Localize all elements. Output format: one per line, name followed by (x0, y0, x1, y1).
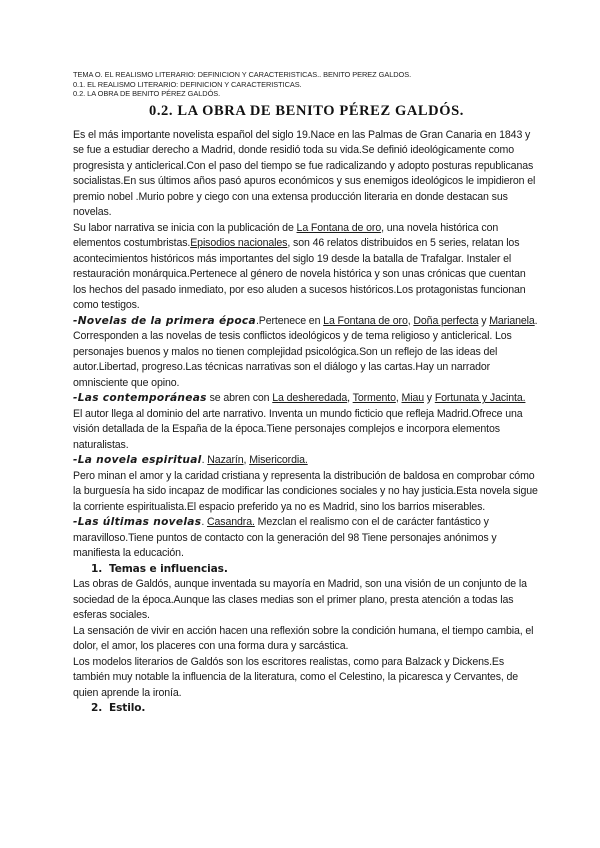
breadcrumb-line: 0.1. EL REALISMO LITERARIO: DEFINICION Y CARACTERISTICAS. (73, 79, 302, 89)
work-title: Doña perfecta (413, 314, 479, 327)
primera-epoca-line (73, 314, 540, 330)
work-title: La Fontana de oro (296, 221, 382, 234)
text-run: , (243, 454, 250, 467)
text-run: y (478, 314, 490, 327)
text-run: . (534, 314, 538, 327)
text-run: , son 46 relatos distribuidos en 5 series, relatan los acontecimientos históricos más importantes del siglo 19 desde la batalla de Trafalgar. Instaler el restauración monárquica.Pertenece al género de novela histórica y son unas crónicas que cuentan los hechos del pasado inmediato, por eso aluden a sucesos históricos.Los protagonistas funcionan como testigos. (73, 237, 526, 312)
work-title: Fortunata y Jacinta. (434, 392, 526, 405)
work-title: Miau (401, 392, 424, 405)
text-run: , (407, 314, 414, 327)
espiritual-description: Pero minan el amor y la caridad cristiana y representa la distribución de baldosa en comprobar cómo la burguesía ha sido incapaz de modificar las condiciones sociales y no hay justicia.Esta novela sigue la corriente espiritualista.El espacio preferido ya no es Madrid, sino los barrios miserables. (73, 469, 538, 513)
heading-number: 2. (91, 702, 103, 715)
espiritual-line (73, 453, 540, 469)
temas-paragraph: Los modelos literarios de Galdós son los escritores realistas, como para Balzack y Dickens.Es también muy notable la influencia de la literatura, como el Celestino, la picaresca y Cervantes, de quien aprende la ironía. (73, 655, 519, 699)
text-run: Mezclan el realismo con el de carácter fantástico y maravilloso.Tiene puntos de contacto con la generación del 98 Tiene personajes anónimos y manifiesta la educación. (73, 516, 497, 560)
heading-number: 1. (91, 562, 103, 575)
section-heading: -La novela espiritual (73, 454, 202, 467)
text-run: .Pertenece en (255, 314, 324, 327)
work-title: Nazarín (207, 454, 244, 467)
numbered-heading (73, 562, 540, 578)
primera-epoca-description: Corresponden a las novelas de tesis conflictos ideológicos y de tema religioso y anticlerical. Los personajes buenos y malos no tienen complejidad psicológica.Son un reflejo de las ideas del autor.Libertad, progreso.Las técnicas narrativas son el diálogo y las cartas.Hay un narrador omnisciente que opino. (73, 330, 512, 389)
work-title: Tormento (352, 392, 396, 405)
section-heading: -Las contemporáneas (73, 392, 207, 405)
heading-label: Estilo. (109, 702, 146, 715)
temas-paragraph: La sensación de vivir en acción hacen una reflexión sobre la condición humana, el tiempo cambia, el dolor, el amor, los placeres con una forma dura y sarcástica. (73, 624, 534, 653)
text-run: Su labor narrativa se inicia con la publicación de (73, 221, 297, 234)
text-run: , (347, 392, 353, 405)
text-run: , una novela histórica con elementos costumbristas. (73, 221, 499, 250)
text-run: y (423, 392, 435, 405)
labor-paragraph (73, 221, 540, 314)
breadcrumb (73, 70, 540, 99)
contemporaneas-description: El autor llega al dominio del arte narrativo. Inventa un mundo ficticio que refleja Madrid.Ofrece una visión detallada de la España de la época.Tiene personajes complejos e incorpora elementos naturalistas. (73, 407, 523, 451)
heading-label: Temas e influencias. (109, 562, 228, 575)
work-title: Episodios nacionales (190, 237, 288, 250)
intro-paragraph: Es el más importante novelista español del siglo 19.Nace en las Palmas de Gran Canaria en 1843 y se fue a estudiar derecho a Madrid, donde residió toda su vida.Se definió ideológicamente como progresista y anticlerical.Con el paso del tiempo se fue radicalizando y adopto posturas republicanas socialistas.En sus últimos años pasó apuros económicos y sus enemigos ideológicos le impidieron el premio nobel .Murio pobre y ciego con una extensa producción literaria en donde destacan sus novelas. (73, 128, 536, 219)
contemporaneas-line (73, 391, 540, 407)
document-body (73, 128, 540, 717)
ultimas-line (73, 515, 540, 562)
work-title: La Fontana de oro (323, 314, 408, 327)
text-run: se abren con (206, 392, 273, 405)
breadcrumb-line: TEMA O. EL REALISMO LITERARIO: DEFINICION Y CARACTERISTICAS.. BENITO PEREZ GALDOS. (73, 70, 412, 79)
numbered-heading (73, 701, 540, 717)
work-title: Casandra. (207, 516, 255, 529)
text-run: . (201, 454, 208, 467)
work-title: Marianela (489, 314, 535, 327)
section-heading: -Las últimas novelas (73, 516, 202, 529)
page-title: 0.2. LA OBRA DE BENITO PÉREZ GALDÓS. (148, 102, 465, 119)
section-heading: -Novelas de la primera época (73, 314, 256, 327)
text-run: , (395, 392, 402, 405)
breadcrumb-line: 0.2. LA OBRA DE BENITO PÉREZ GALDÓS. (73, 89, 221, 99)
work-title: Misericordia. (249, 454, 308, 467)
temas-paragraph: Las obras de Galdós, aunque inventada su mayoría en Madrid, son una visión de un conjunto de la sociedad de la época.Aunque las clases medias son el primer plano, presta atención a todas las esferas sociales. (73, 578, 527, 622)
work-title: La desheredada (272, 392, 348, 405)
text-run: . (201, 516, 207, 529)
